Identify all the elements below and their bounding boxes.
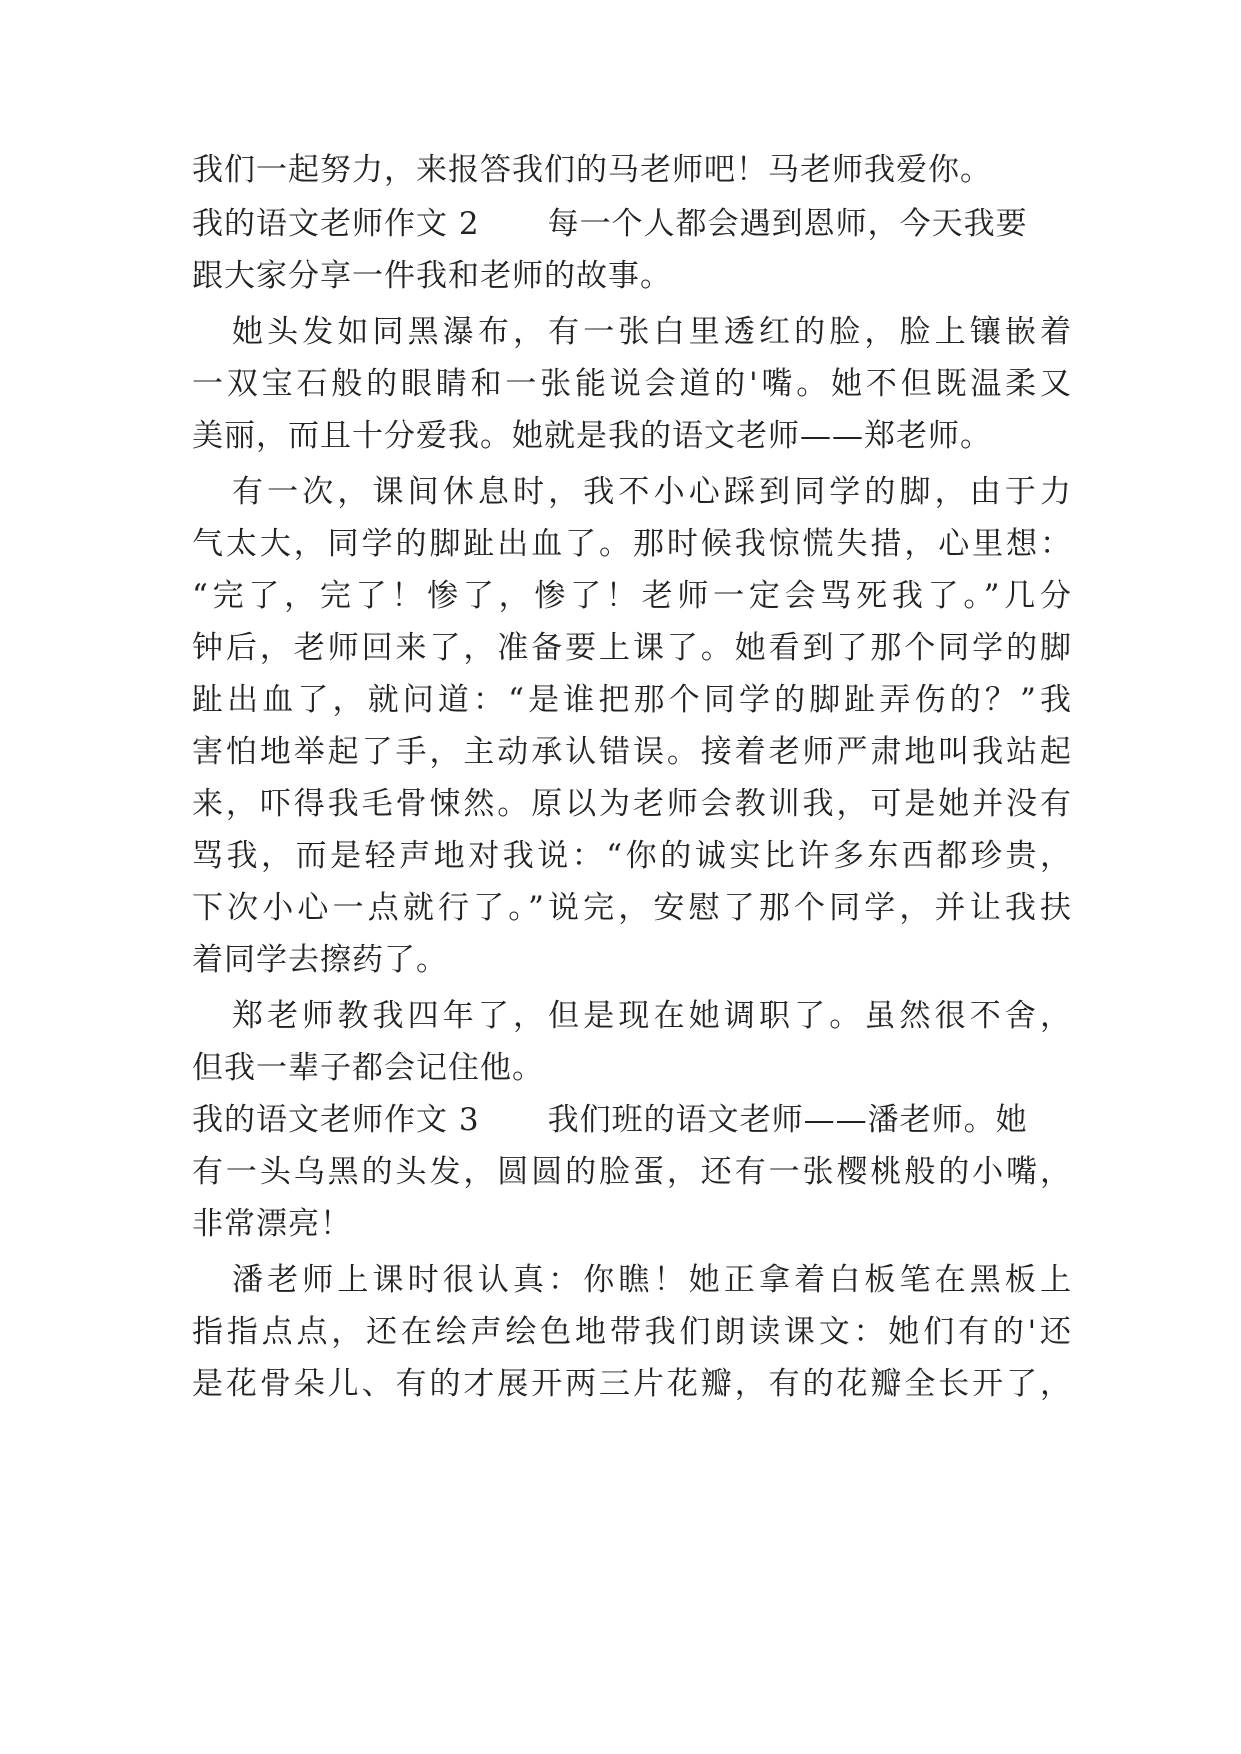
- text-line: 来，吓得我毛骨悚然。原以为老师会教训我，可是她并没有: [192, 786, 1072, 822]
- text-line: 非常漂亮！: [192, 1206, 352, 1242]
- text-line: 美丽，而且十分爱我。她就是我的语文老师——郑老师。: [192, 418, 992, 454]
- text-line: 着同学去擦药了。: [192, 942, 448, 978]
- text-line: 一双宝石般的眼睛和一张能说会道的'嘴。她不但既温柔又: [192, 366, 1072, 402]
- text-line: 钟后，老师回来了，准备要上课了。她看到了那个同学的脚: [192, 630, 1072, 666]
- paragraph-first-line: 她头发如同黑瀑布，有一张白里透红的脸，脸上镶嵌着: [232, 314, 1072, 350]
- text-line: 指指点点，还在绘声绘色地带我们朗读课文：她们有的'还: [192, 1314, 1072, 1350]
- section-heading: 我的语文老师作文 3: [192, 1102, 480, 1138]
- paragraph-first-line: 郑老师教我四年了，但是现在她调职了。虽然很不舍，: [232, 998, 1072, 1034]
- section-heading-line: [192, 204, 1072, 244]
- text-line: 骂我，而是轻声地对我说：“你的诚实比许多东西都珍贵，: [192, 838, 1072, 874]
- text-line: 我们一起努力，来报答我们的马老师吧！马老师我爱你。: [192, 152, 992, 188]
- paragraph-first-line: 有一次，课间休息时，我不小心踩到同学的脚，由于力: [232, 474, 1072, 510]
- section-heading-line: [192, 1100, 1072, 1140]
- text-line: 趾出血了，就问道：“是谁把那个同学的脚趾弄伤的？”我: [192, 682, 1072, 718]
- text-line: 是花骨朵儿、有的才展开两三片花瓣，有的花瓣全长开了，: [192, 1366, 1072, 1402]
- text-line: 害怕地举起了手，主动承认错误。接着老师严肃地叫我站起: [192, 734, 1072, 770]
- text-line: 下次小心一点就行了。”说完，安慰了那个同学，并让我扶: [192, 890, 1072, 926]
- section-heading: 我的语文老师作文 2: [192, 206, 480, 242]
- text-line: 有一头乌黑的头发，圆圆的脸蛋，还有一张樱桃般的小嘴，: [192, 1154, 1072, 1190]
- text-fragment: 我们班的语文老师——潘老师。她: [547, 1102, 1028, 1138]
- text-line: 跟大家分享一件我和老师的故事。: [192, 258, 672, 294]
- paragraph-first-line: 潘老师上课时很认真：你瞧！她正拿着白板笔在黑板上: [232, 1262, 1072, 1298]
- text-fragment: 每一个人都会遇到恩师，今天我要: [547, 206, 1028, 242]
- text-line: “完了，完了！惨了，惨了！老师一定会骂死我了。”几分: [192, 578, 1072, 614]
- text-line: 但我一辈子都会记住他。: [192, 1050, 544, 1086]
- text-line: 气太大，同学的脚趾出血了。那时候我惊慌失措，心里想：: [192, 526, 1072, 562]
